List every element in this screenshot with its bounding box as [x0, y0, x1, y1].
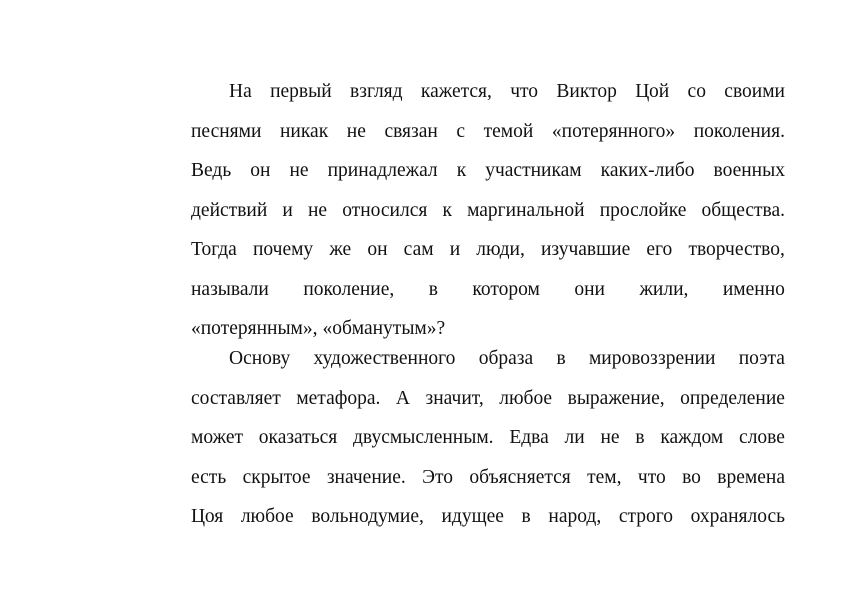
word: любое: [240, 506, 294, 527]
text-line: [191, 276, 785, 316]
word: Виктор: [556, 81, 617, 102]
word: вольнодумие,: [311, 506, 424, 527]
word: А: [395, 387, 410, 409]
word: что: [510, 81, 539, 102]
word: к: [456, 160, 467, 181]
word: мировоззрении: [588, 348, 716, 369]
paragraph-1: [191, 78, 785, 341]
word: во: [682, 466, 701, 488]
word: люди,: [476, 239, 525, 260]
text-line: [191, 197, 785, 237]
word: действий: [191, 199, 268, 221]
word: первый: [270, 81, 332, 102]
word: со: [687, 81, 706, 102]
word: военных: [713, 160, 785, 181]
word: выражение,: [567, 387, 665, 409]
word: значение.: [326, 466, 406, 488]
text-line: [191, 345, 785, 385]
word: слове: [739, 427, 785, 448]
word: в: [521, 506, 531, 527]
word: Тогда: [191, 239, 237, 260]
word: темой: [483, 120, 534, 142]
word: Цой: [635, 81, 670, 102]
word: в: [635, 427, 645, 448]
word: Едва: [509, 427, 549, 448]
word: маргинальной: [467, 199, 585, 221]
word: жили,: [639, 278, 689, 300]
word: любое: [499, 387, 553, 409]
word: не: [600, 427, 620, 448]
word: Цоя: [191, 506, 224, 527]
word: не: [346, 120, 366, 142]
word: он: [250, 160, 271, 181]
word: взгляд: [350, 81, 403, 102]
word: к: [442, 199, 452, 221]
word: его: [646, 239, 673, 260]
word: он: [367, 239, 388, 260]
word: в: [428, 278, 438, 300]
word: каких-либо: [600, 160, 695, 181]
word: относился: [342, 199, 428, 221]
word: не: [307, 199, 328, 221]
text-line: [191, 503, 785, 543]
text-line: [191, 464, 785, 504]
word: «потерянным»,: [191, 318, 318, 339]
word: определение: [680, 387, 785, 409]
text-line: [191, 118, 785, 158]
text-line: [191, 157, 785, 197]
word: котором: [472, 278, 540, 300]
word: оказаться: [258, 427, 338, 448]
word: они: [574, 278, 605, 300]
word: же: [329, 239, 352, 260]
word: и: [282, 199, 293, 221]
text-line: [191, 78, 785, 118]
word: не: [289, 160, 309, 181]
word: значит,: [425, 387, 484, 409]
text-line: [191, 385, 785, 425]
word: двусмысленным.: [353, 427, 494, 448]
word: поэта: [738, 348, 785, 369]
word: связан: [384, 120, 438, 142]
word: «потерянного»: [551, 120, 676, 142]
word: образа: [478, 348, 534, 369]
word: объясняется: [469, 466, 571, 488]
word: принадлежал: [327, 160, 438, 181]
word: времена: [717, 466, 785, 488]
word: никак: [280, 120, 329, 142]
word: Это: [422, 466, 454, 488]
word: в: [556, 348, 566, 369]
word: поколение,: [303, 278, 395, 300]
word: составляет: [191, 387, 281, 409]
word: участникам: [485, 160, 582, 181]
word: своими: [724, 81, 785, 102]
word: тем,: [587, 466, 622, 488]
word: прослойке: [599, 199, 687, 221]
word: именно: [722, 278, 785, 300]
text-line: [191, 424, 785, 464]
word: и: [449, 239, 461, 260]
paragraph-2: [191, 345, 785, 582]
word: почему: [252, 239, 314, 260]
word: идущее: [441, 506, 504, 527]
word: Основу: [229, 348, 291, 369]
word: изучавшие: [540, 239, 631, 260]
word: поколения.: [693, 120, 785, 142]
word: скрытое: [242, 466, 311, 488]
word: Ведь: [191, 160, 232, 181]
word: может: [191, 427, 243, 448]
word: «обманутым»?: [322, 318, 446, 339]
word: кажется,: [420, 81, 492, 102]
word: На: [229, 81, 252, 102]
word: метафора.: [296, 387, 381, 409]
word: называли: [191, 278, 269, 300]
text-line: [191, 543, 785, 583]
word: охранялось: [690, 506, 785, 527]
word: что: [637, 466, 666, 488]
text-line: [191, 315, 785, 341]
word: сам: [403, 239, 434, 260]
word: общества.: [701, 199, 785, 221]
word: с: [456, 120, 466, 142]
word: строго: [618, 506, 674, 527]
word: ли: [564, 427, 585, 448]
text-line: [191, 236, 785, 276]
word: есть: [191, 466, 227, 488]
word: художественного: [313, 348, 456, 369]
word: творчество,: [688, 239, 785, 260]
word: песнями: [191, 120, 262, 142]
document-body: [191, 78, 785, 582]
word: народ,: [548, 506, 602, 527]
word: каждом: [660, 427, 724, 448]
